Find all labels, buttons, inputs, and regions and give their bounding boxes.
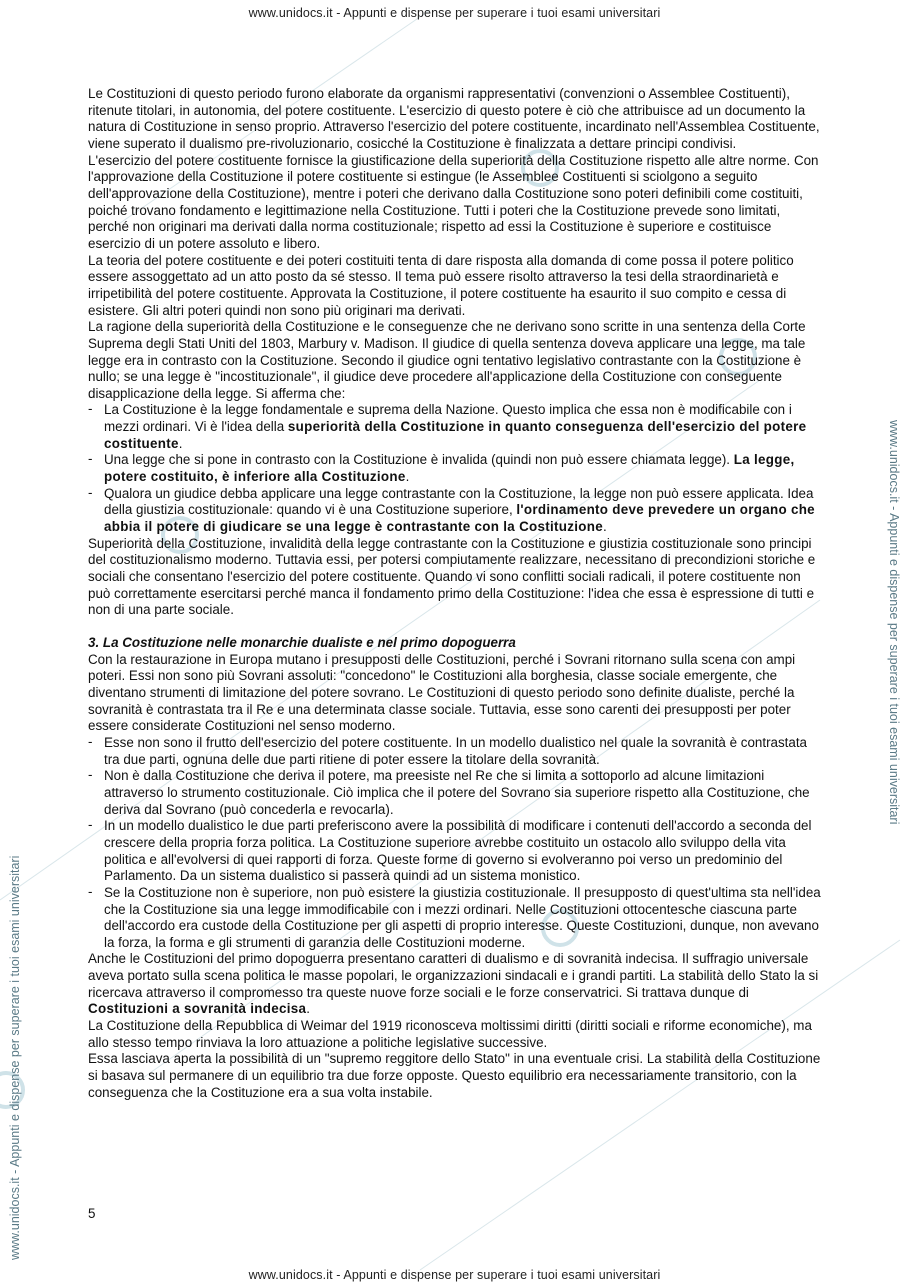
side-watermark-right: www.unidocs.it - Appunti e dispense per superare i tuoi esami universitari (887, 420, 901, 825)
side-watermark-left: www.unidocs.it - Appunti e dispense per superare i tuoi esami universitari (8, 855, 22, 1260)
list-item: - In un modello dualistico le due parti preferiscono avere la possibilità di modificare i contenuti dell'accordo a seconda del crescere della propria forza politica. La Costituzione superiore avrebbe costituito un ostacolo allo sviluppo della vita politica e all'evolversi di quei rapporti di forza. Queste forme di governo si evolveranno poi verso un predominio del Parlamento. Da un sistema dualistico si passerà quindi ad un sistema monistico. (88, 818, 824, 885)
list-item: - Se la Costituzione non è superiore, non può esistere la giustizia costituzionale. Il presupposto di quest'ultima sta nell'idea che la Costituzione sia una legge immodificabile con i mezzi ordinari. Nelle Costituzioni ottocentesche ciascuna parte dell'accordo era custode della Costituzione per gli aspetti di proprio interesse. Queste Costituzioni, dunque, non avevano la forza, la forma e gli strumenti di garanzia delle Costituzioni moderne. (88, 885, 824, 952)
list-item: - Qualora un giudice debba applicare una legge contrastante con la Costituzione, la legge non può essere applicata. Idea della giustizia costituzionale: quando vi è una Costituzione superiore, l'ordinamento deve prevedere un organo che abbia il potere di giudicare se una legge è contrastante con la Costituzione. (88, 486, 824, 536)
paragraph: L'esercizio del potere costituente fornisce la giustificazione della superiorità della Costituzione rispetto alle altre norme. Con l'approvazione della Costituzione il potere costituente si estingue (le Assemblee Costituenti si sciolgono a seguito dell'approvazione della Costituzione), mentre i poteri che derivano dalla Costituzione sono poteri definibili come costituiti, poiché trovano fondamento e legittimazione nella Costituzione. Tutti i poteri che la Costituzione prevede sono limitati, perché non originari ma derivati dalla norma costituzionale; rispetto ad essi la Costituzione è superiore e costituisce esercizio di un potere assoluto e libero. (88, 152, 819, 251)
bold-text: La legge, potere costituito, è inferiore alla Costituzione (104, 452, 795, 485)
footer-watermark: www.unidocs.it - Appunti e dispense per superare i tuoi esami universitari (248, 1268, 661, 1282)
list-item: - Esse non sono il frutto dell'esercizio del potere costituente. In un modello dualistico nel quale la sovranità è contrastata tra due parti, ognuna delle due parti ritiene di poter essere la titolare della sovranità. (88, 735, 824, 768)
paragraph: Le Costituzioni di questo periodo furono elaborate da organismi rappresentativi (convenzioni o Assemblee Costituenti), ritenute titolari, in autonomia, del potere costituente. L'esercizio di questo potere è ciò che attribuisce ad un documento la natura di Costituzione in senso proprio. Attraverso l'esercizio del potere costituente, incardinato nell'Assemblea Costituente, viene superato il dualismo pre-rivoluzionario, cosicché la Costituzione è finalizzata a dettare principi condivisi. (88, 86, 820, 151)
section-heading: 3. La Costituzione nelle monarchie dualiste e nel primo dopoguerra (88, 635, 516, 650)
header-watermark: www.unidocs.it - Appunti e dispense per superare i tuoi esami universitari (248, 6, 661, 20)
paragraph: La Costituzione della Repubblica di Weimar del 1919 riconosceva moltissimi diritti (diritti sociali e riforme economiche), ma allo stesso tempo rinviava la loro attuazione a politiche legislative successive. (88, 1018, 812, 1050)
paragraph: La teoria del potere costituente e dei poteri costituiti tenta di dare risposta alla domanda di come possa il potere politico essere assoggettato ad un atto posto da sé stesso. Il tema può essere risolto attraverso la tesi della straordinarietà e irripetibilità del potere costituente. Approvata la Costituzione, il potere costituente ha esaurito il suo compito e cessa di esistere. Gli altri poteri quindi non sono più originari ma derivati. (88, 252, 794, 318)
list-item: - Una legge che si pone in contrasto con la Costituzione è invalida (quindi non può essere chiamata legge). La legge, potere costituito, è inferiore alla Costituzione. (88, 452, 824, 485)
page-number: 5 (88, 1206, 96, 1221)
bold-text: Costituzioni a sovranità indecisa (88, 1001, 307, 1017)
document-body (88, 86, 824, 1101)
bold-text: superiorità della Costituzione in quanto conseguenza dell'esercizio del potere costituente (104, 419, 807, 451)
paragraph: La ragione della superiorità della Costituzione e le conseguenze che ne derivano sono scritte in una sentenza della Corte Suprema degli Stati Uniti del 1803, Marbury v. Madison. Il giudice di quella sentenza doveva applicare una legge, ma tale legge era in contrasto con la Costituzione. Secondo il giudice ogni tentativo legislativo contrastante con la Costituzione è nullo; se una legge è "incostituzionale", il giudice deve procedere all'applicazione della Costituzione con conseguente disapplicazione della legge. Si afferma che: (88, 319, 806, 401)
bullet-list (88, 402, 824, 535)
list-item: - Non è dalla Costituzione che deriva il potere, ma preesiste nel Re che si limita a sottoporlo ad alcune limitazioni attraverso lo strumento costituzionale. Ciò implica che il potere del Sovrano sia superiore rispetto alla Costituzione, che deriva dal Sovrano (può concederla e revocarla). (88, 768, 824, 818)
bullet-list (88, 735, 824, 952)
paragraph: Superiorità della Costituzione, invalidità della legge contrastante con la Costituzione e giustizia costituzionale sono principi del costituzionalismo moderno. Tuttavia essi, per potersi compiutamente realizzare, necessitano di precondizioni storiche e sociali che consentano l'esercizio del potere costituente. Quando vi sono conflitti sociali radicali, il potere costituente non può correttamente esercitarsi perché manca il fondamento primo della Costituzione: l'idea che essa è espressione di tutti e non di una parte sociale. (88, 535, 816, 618)
list-item: - La Costituzione è la legge fondamentale e suprema della Nazione. Questo implica che essa non è modificabile con i mezzi ordinari. Vi è l'idea della superiorità della Costituzione in quanto conseguenza dell'esercizio del potere costituente. (88, 402, 824, 452)
paragraph: Essa lasciava aperta la possibilità di un "supremo reggitore dello Stato" in una eventuale crisi. La stabilità della Costituzione si basava sul permanere di un equilibrio tra due forze opposte. Questo equilibrio era necessariamente transitorio, con la conseguenza che la Costituzione era a sua volta instabile. (88, 1051, 821, 1100)
bold-text: l'ordinamento deve prevedere un organo che abbia il potere di giudicare se una legge è contrastante con la Costituzione (104, 502, 815, 535)
paragraph: Anche le Costituzioni del primo dopoguerra presentano caratteri di dualismo e di sovranità indecisa. Il suffragio universale aveva portato sulla scena politica le masse popolari, le organizzazioni sindacali e i grandi partiti. La stabilità dello Stato la si ricercava attraverso il compromesso tra queste nuove forze sociali e le forze conservatrici. Si trattava dunque di Costituzioni a sovranità indecisa. (88, 951, 819, 1017)
paragraph: Con la restaurazione in Europa mutano i presupposti delle Costituzioni, perché i Sovrani ritornano sulla scena con ampi poteri. Essi non sono più Sovrani assoluti: "concedono" le Costituzioni alla borghesia, classe sociale emergente, che diventano strumenti di limitazione del potere sovrano. Le Costituzioni di questo periodo sono definite dualiste, perché la sovranità è contrastata tra il Re e una determinata classe sociale. Tuttavia, esse sono carenti dei presupposti per poter essere considerate Costituzioni nel senso moderno. (88, 651, 796, 734)
